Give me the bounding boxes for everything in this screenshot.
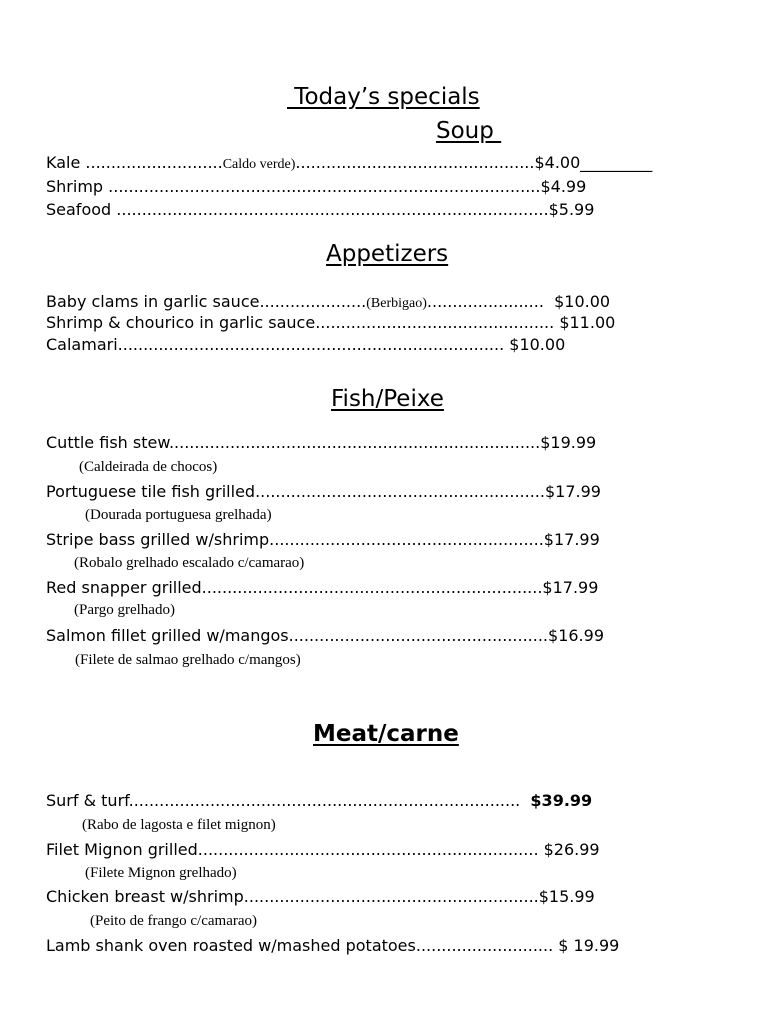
dot-leader: .......................	[426, 292, 555, 311]
item-translation: (Filete Mignon grelhado)	[85, 865, 237, 881]
section-heading-fish: Fish/Peixe	[331, 386, 444, 412]
item-note: Caldo verde)	[222, 157, 296, 172]
dot-leader: ...................................................	[288, 626, 549, 645]
dot-leader: ...................................................................	[201, 578, 543, 597]
dot-leader: ...........................	[85, 153, 223, 172]
item-name: Shrimp & chourico in garlic sauce	[46, 313, 316, 332]
item-name: Baby clams in garlic sauce	[46, 292, 260, 311]
dot-leader: .....................................................................................	[108, 177, 541, 196]
page-title: Today’s specials	[287, 84, 480, 110]
dot-leader: ..........................................................	[243, 887, 539, 906]
item-price: $16.99	[548, 626, 604, 645]
item-price: $15.99	[538, 887, 595, 906]
dot-leader: ......................................................	[269, 530, 544, 549]
menu-item-shrimp-chourico	[46, 313, 615, 332]
item-name: Surf & turf	[46, 791, 129, 810]
item-name: Lamb shank oven roasted w/mashed potatoes	[46, 936, 416, 955]
item-name: Salmon fillet grilled w/mangos	[46, 626, 289, 645]
item-name: Calamari	[46, 335, 118, 354]
item-price: $17.99	[542, 578, 599, 597]
item-price: $39.99	[530, 791, 593, 810]
menu-item-calamari	[46, 335, 565, 354]
item-price: $10.00	[509, 335, 566, 354]
menu-item-lamb-shank	[46, 936, 619, 955]
menu-item-kale	[46, 153, 652, 173]
item-price: $26.99	[543, 840, 600, 859]
section-heading-meat: Meat/carne	[313, 721, 459, 747]
item-price: $10.00	[554, 292, 611, 311]
dot-leader: ...............................................	[295, 153, 535, 172]
dot-leader: .........................................................................	[168, 433, 541, 452]
dot-leader: .........................................................	[255, 482, 545, 501]
menu-item-surf-turf	[46, 791, 592, 810]
dot-leader: .....................	[259, 292, 367, 311]
menu-item-cuttle-fish	[46, 433, 596, 452]
item-name: Kale	[46, 153, 86, 172]
item-name: Cuttle fish stew	[46, 433, 169, 452]
item-name: Portuguese tile fish grilled	[46, 482, 256, 501]
item-name: Seafood	[46, 200, 117, 219]
item-price: $17.99	[544, 482, 601, 501]
dot-leader: ...............................................	[315, 313, 560, 332]
menu-item-stripe-bass	[46, 530, 600, 549]
menu-item-tile-fish	[46, 482, 601, 501]
item-name: Filet Mignon grilled	[46, 840, 198, 859]
item-price: $4.00	[534, 153, 581, 172]
dot-leader: ...................................................................	[197, 840, 544, 859]
item-translation: (Caldeirada de chocos)	[79, 459, 218, 475]
menu-item-red-snapper	[46, 578, 598, 597]
section-heading-soup: Soup	[436, 118, 502, 144]
item-price: $11.00	[559, 313, 616, 332]
dot-leader: .....................................................................................	[116, 200, 549, 219]
item-price: $5.99	[548, 200, 595, 219]
menu-item-chicken-breast	[46, 887, 595, 906]
item-price: $4.99	[540, 177, 587, 196]
item-translation: (Dourada portuguesa grelhada)	[85, 507, 272, 523]
item-name: Shrimp	[46, 177, 109, 196]
dot-leader: ...........................	[415, 936, 559, 955]
item-name: Chicken breast w/shrimp	[46, 887, 244, 906]
section-heading-appetizers: Appetizers	[326, 241, 449, 267]
item-price: $17.99	[543, 530, 600, 549]
menu-item-filet-mignon	[46, 840, 600, 859]
item-translation: (Filete de salmao grelhado c/mangos)	[75, 652, 301, 668]
menu-item-seafood-soup	[46, 200, 594, 219]
item-name: Stripe bass grilled w/shrimp	[46, 530, 270, 549]
item-translation: (Robalo grelhado escalado c/camarao)	[74, 555, 305, 571]
menu-item-baby-clams	[46, 292, 610, 312]
item-name: Red snapper grilled	[46, 578, 202, 597]
item-price: $ 19.99	[558, 936, 620, 955]
dot-leader: .............................................................................	[128, 791, 531, 810]
item-translation: (Peito de frango c/camarao)	[90, 913, 257, 929]
underline-trail: _________	[580, 153, 653, 172]
item-note: (Berbigao)	[366, 296, 427, 311]
menu-item-shrimp-soup	[46, 177, 586, 196]
dot-leader: ............................................................................	[117, 335, 510, 354]
item-translation: (Pargo grelhado)	[74, 602, 175, 618]
menu-item-salmon	[46, 626, 604, 645]
item-price: $19.99	[540, 433, 597, 452]
item-translation: (Rabo de lagosta e filet mignon)	[82, 817, 276, 833]
